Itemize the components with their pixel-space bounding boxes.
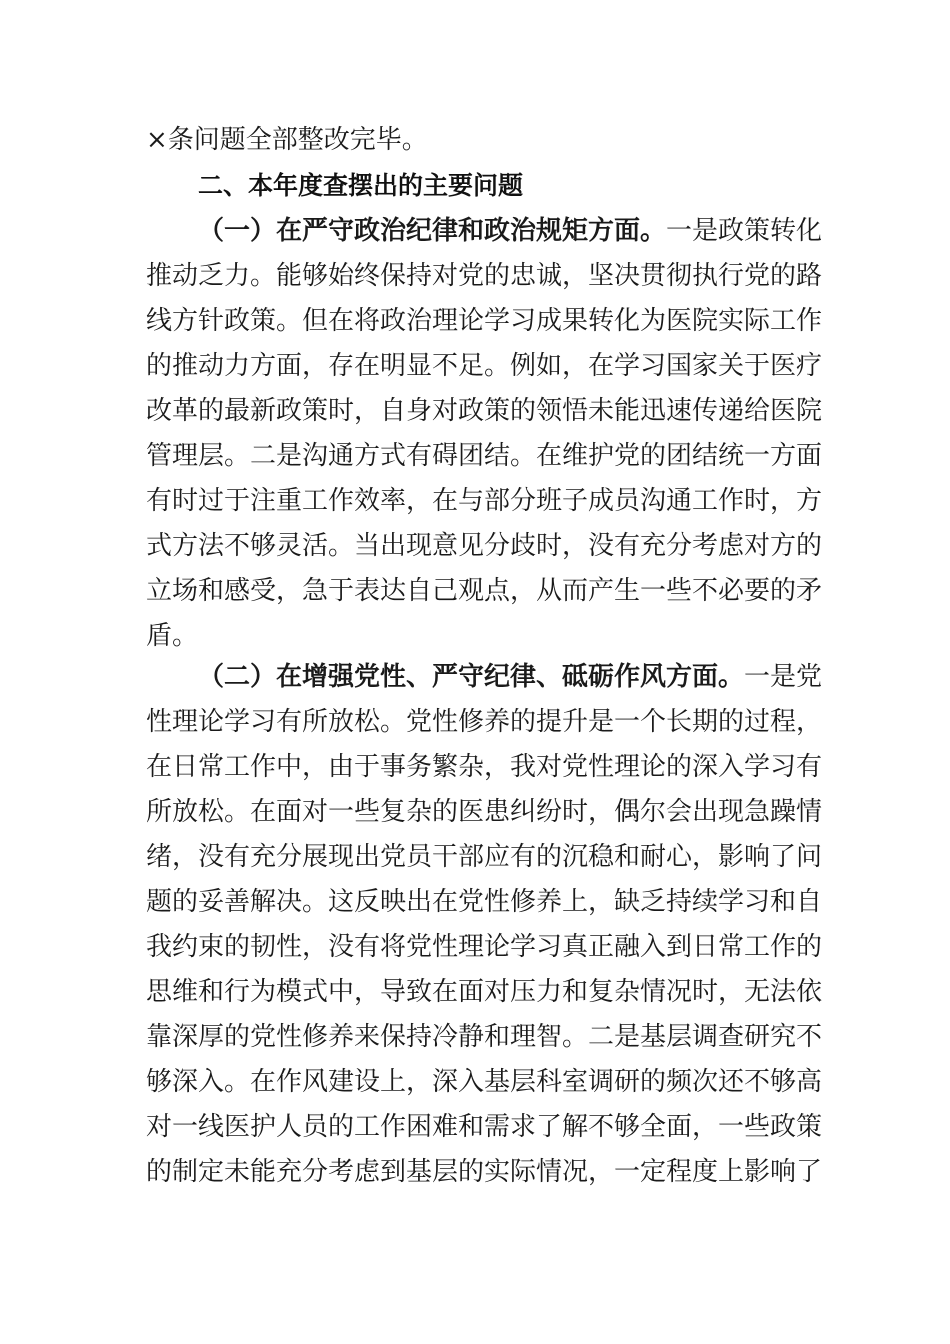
part1-line-0: 一是政策转化 bbox=[666, 216, 823, 246]
part1-line-7: 式方法不够灵活。当出现意见分歧时，没有充分考虑对方的 bbox=[146, 531, 823, 561]
part2-line-3: 所放松。在面对一些复杂的医患纠纷时，偶尔会出现急躁情 bbox=[146, 797, 823, 827]
part2-title: （二）在增强党性、严守纪律、砥砺作风方面。 bbox=[198, 662, 745, 692]
section-heading: 二、本年度查摆出的主要问题 bbox=[198, 171, 524, 200]
opening-line: ×条问题全部整改完毕。 bbox=[146, 125, 428, 155]
part2-line-5: 题的妥善解决。这反映出在党性修养上，缺乏持续学习和自 bbox=[146, 887, 823, 917]
part2-line-6: 我约束的韧性，没有将党性理论学习真正融入到日常工作的 bbox=[146, 932, 823, 962]
part2-line-4: 绪，没有充分展现出党员干部应有的沉稳和耐心，影响了问 bbox=[146, 842, 823, 872]
part1-line-6: 有时过于注重工作效率，在与部分班子成员沟通工作时，方 bbox=[146, 486, 823, 516]
part2-line-7: 思维和行为模式中，导致在面对压力和复杂情况时，无法依 bbox=[146, 977, 823, 1007]
part1-line-4: 改革的最新政策时，自身对政策的领悟未能迅速传递给医院 bbox=[146, 396, 823, 426]
part2-first-line bbox=[198, 655, 823, 699]
part1-first-line bbox=[198, 209, 823, 253]
part1-line-8: 立场和感受，急于表达自己观点，从而产生一些不必要的矛 bbox=[146, 576, 823, 606]
part2-line-11: 的制定未能充分考虑到基层的实际情况，一定程度上影响了 bbox=[146, 1157, 823, 1187]
part1-title: （一）在严守政治纪律和政治规矩方面。 bbox=[198, 216, 667, 246]
part2-line-9: 够深入。在作风建设上，深入基层科室调研的频次还不够高 bbox=[146, 1067, 823, 1097]
part1-line-1: 推动乏力。能够始终保持对党的忠诚，坚决贯彻执行党的路 bbox=[146, 261, 823, 291]
part2-line-8: 靠深厚的党性修养来保持冷静和理智。二是基层调查研究不 bbox=[146, 1022, 823, 1052]
part1-line-9: 盾。 bbox=[146, 621, 199, 651]
part1-line-5: 管理层。二是沟通方式有碍团结。在维护党的团结统一方面 bbox=[146, 441, 823, 471]
part1-line-3: 的推动力方面，存在明显不足。例如，在学习国家关于医疗 bbox=[146, 351, 823, 381]
part2-line-1: 性理论学习有所放松。党性修养的提升是一个长期的过程， bbox=[146, 707, 823, 737]
part1-line-2: 线方针政策。但在将政治理论学习成果转化为医院实际工作 bbox=[146, 306, 823, 336]
part2-line-0: 一是党 bbox=[744, 662, 823, 692]
part2-line-10: 对一线医护人员的工作困难和需求了解不够全面，一些政策 bbox=[146, 1112, 823, 1142]
part2-line-2: 在日常工作中，由于事务繁杂，我对党性理论的深入学习有 bbox=[146, 752, 823, 782]
